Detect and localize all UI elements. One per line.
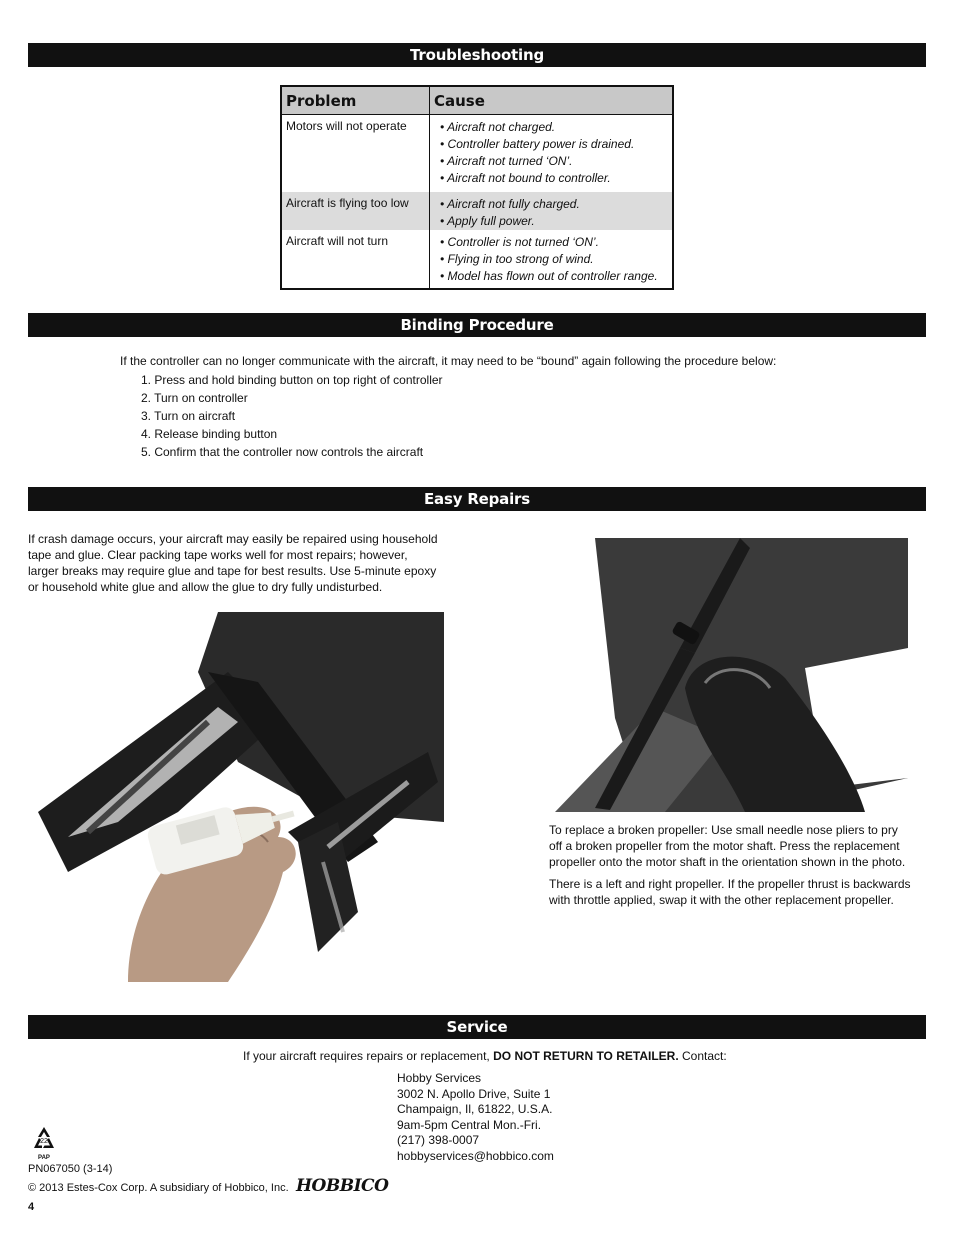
repairs-paragraph [28,531,438,595]
text-line: There is a left and right propeller. If the propeller thrust is backwards [549,877,911,891]
text-line: tape and glue. Clear packing tape works well for most repairs; however, [28,548,408,562]
service-text: If your aircraft requires repairs or replacement, [243,1049,494,1063]
cause-item: • Controller is not turned ‘ON’. [440,235,599,249]
cause-cell [430,230,672,290]
table-row [282,192,672,230]
part-number: PN067050 (3-14) [28,1163,113,1175]
cause-item: • Controller battery power is drained. [440,137,635,151]
table-header [282,87,672,115]
cause-item: • Aircraft not fully charged. [440,197,580,211]
text-line: off a broken propeller from the motor shaft. Press the replacement [549,839,900,853]
service-warning: DO NOT RETURN TO RETAILER. [493,1049,679,1063]
recycle-icon [29,1124,59,1162]
text-line: If crash damage occurs, your aircraft may easily be repaired using household [28,532,438,546]
table-row [282,230,672,290]
cause-cell [430,192,672,230]
binding-step: 2. Turn on controller [141,391,248,405]
glider-repair-photo [28,612,444,982]
propeller-paragraph-1 [549,822,905,870]
text-line: To replace a broken propeller: Use small needle nose pliers to pry [549,823,898,837]
address-line: Champaign, Il, 61822, U.S.A. [397,1102,553,1117]
address-line: hobbyservices@hobbico.com [397,1148,554,1163]
service-header: Service [28,1015,926,1039]
troubleshooting-header: Troubleshooting [28,43,926,67]
problem-cell: Aircraft will not turn [282,230,430,290]
recycle-number: 22 [40,1138,48,1145]
copyright: © 2013 Estes-Cox Corp. A subsidiary of Hobbico, Inc. [28,1182,289,1194]
cause-item: • Apply full power. [440,214,535,228]
binding-header: Binding Procedure [28,313,926,337]
table-row [282,115,672,192]
repairs-header: Easy Repairs [28,487,926,511]
binding-intro: If the controller can no longer communicate with the aircraft, it may need to be “bound” again following the procedure below: [120,354,777,368]
propeller-paragraph-2 [549,876,911,908]
text-line: larger breaks may require glue and tape for best results. Use 5-minute epoxy [28,564,437,578]
troubleshooting-table [280,85,674,290]
service-text: Contact: [678,1049,727,1063]
address-line: (217) 398-0007 [397,1133,480,1148]
service-line [243,1048,727,1064]
cause-item: • Model has flown out of controller range. [440,269,658,283]
cause-item: • Flying in too strong of wind. [440,252,594,266]
address-line: Hobby Services [397,1071,482,1085]
problem-cell: Aircraft is flying too low [282,192,430,230]
binding-step: 3. Turn on aircraft [141,409,236,423]
service-address [397,1071,554,1165]
binding-step: 5. Confirm that the controller now controls the aircraft [141,445,424,459]
header-cause: Cause [434,92,485,110]
binding-step: 4. Release binding button [141,427,278,441]
cause-cell [430,115,672,192]
text-line: or household white glue and allow the glue to dry fully undisturbed. [28,580,383,594]
cause-item: • Aircraft not turned ‘ON’. [440,154,573,168]
cause-item: • Aircraft not charged. [440,120,556,134]
hobbico-logo: HOBBICO [296,1176,389,1196]
address-line: 3002 N. Apollo Drive, Suite 1 [397,1086,551,1101]
cause-item: • Aircraft not bound to controller. [440,171,611,185]
text-line: propeller onto the motor shaft in the orientation shown in the photo. [549,855,906,869]
problem-cell: Motors will not operate [282,115,430,192]
header-problem: Problem [282,87,430,114]
propeller-photo [555,538,908,812]
binding-steps [141,371,443,461]
text-line: with throttle applied, swap it with the other replacement propeller. [549,893,894,907]
address-line: 9am-5pm Central Mon.-Fri. [397,1117,542,1132]
binding-step: 1. Press and hold binding button on top right of controller [141,373,443,387]
recycle-label: PAP [38,1155,50,1161]
page-number: 4 [28,1201,35,1213]
